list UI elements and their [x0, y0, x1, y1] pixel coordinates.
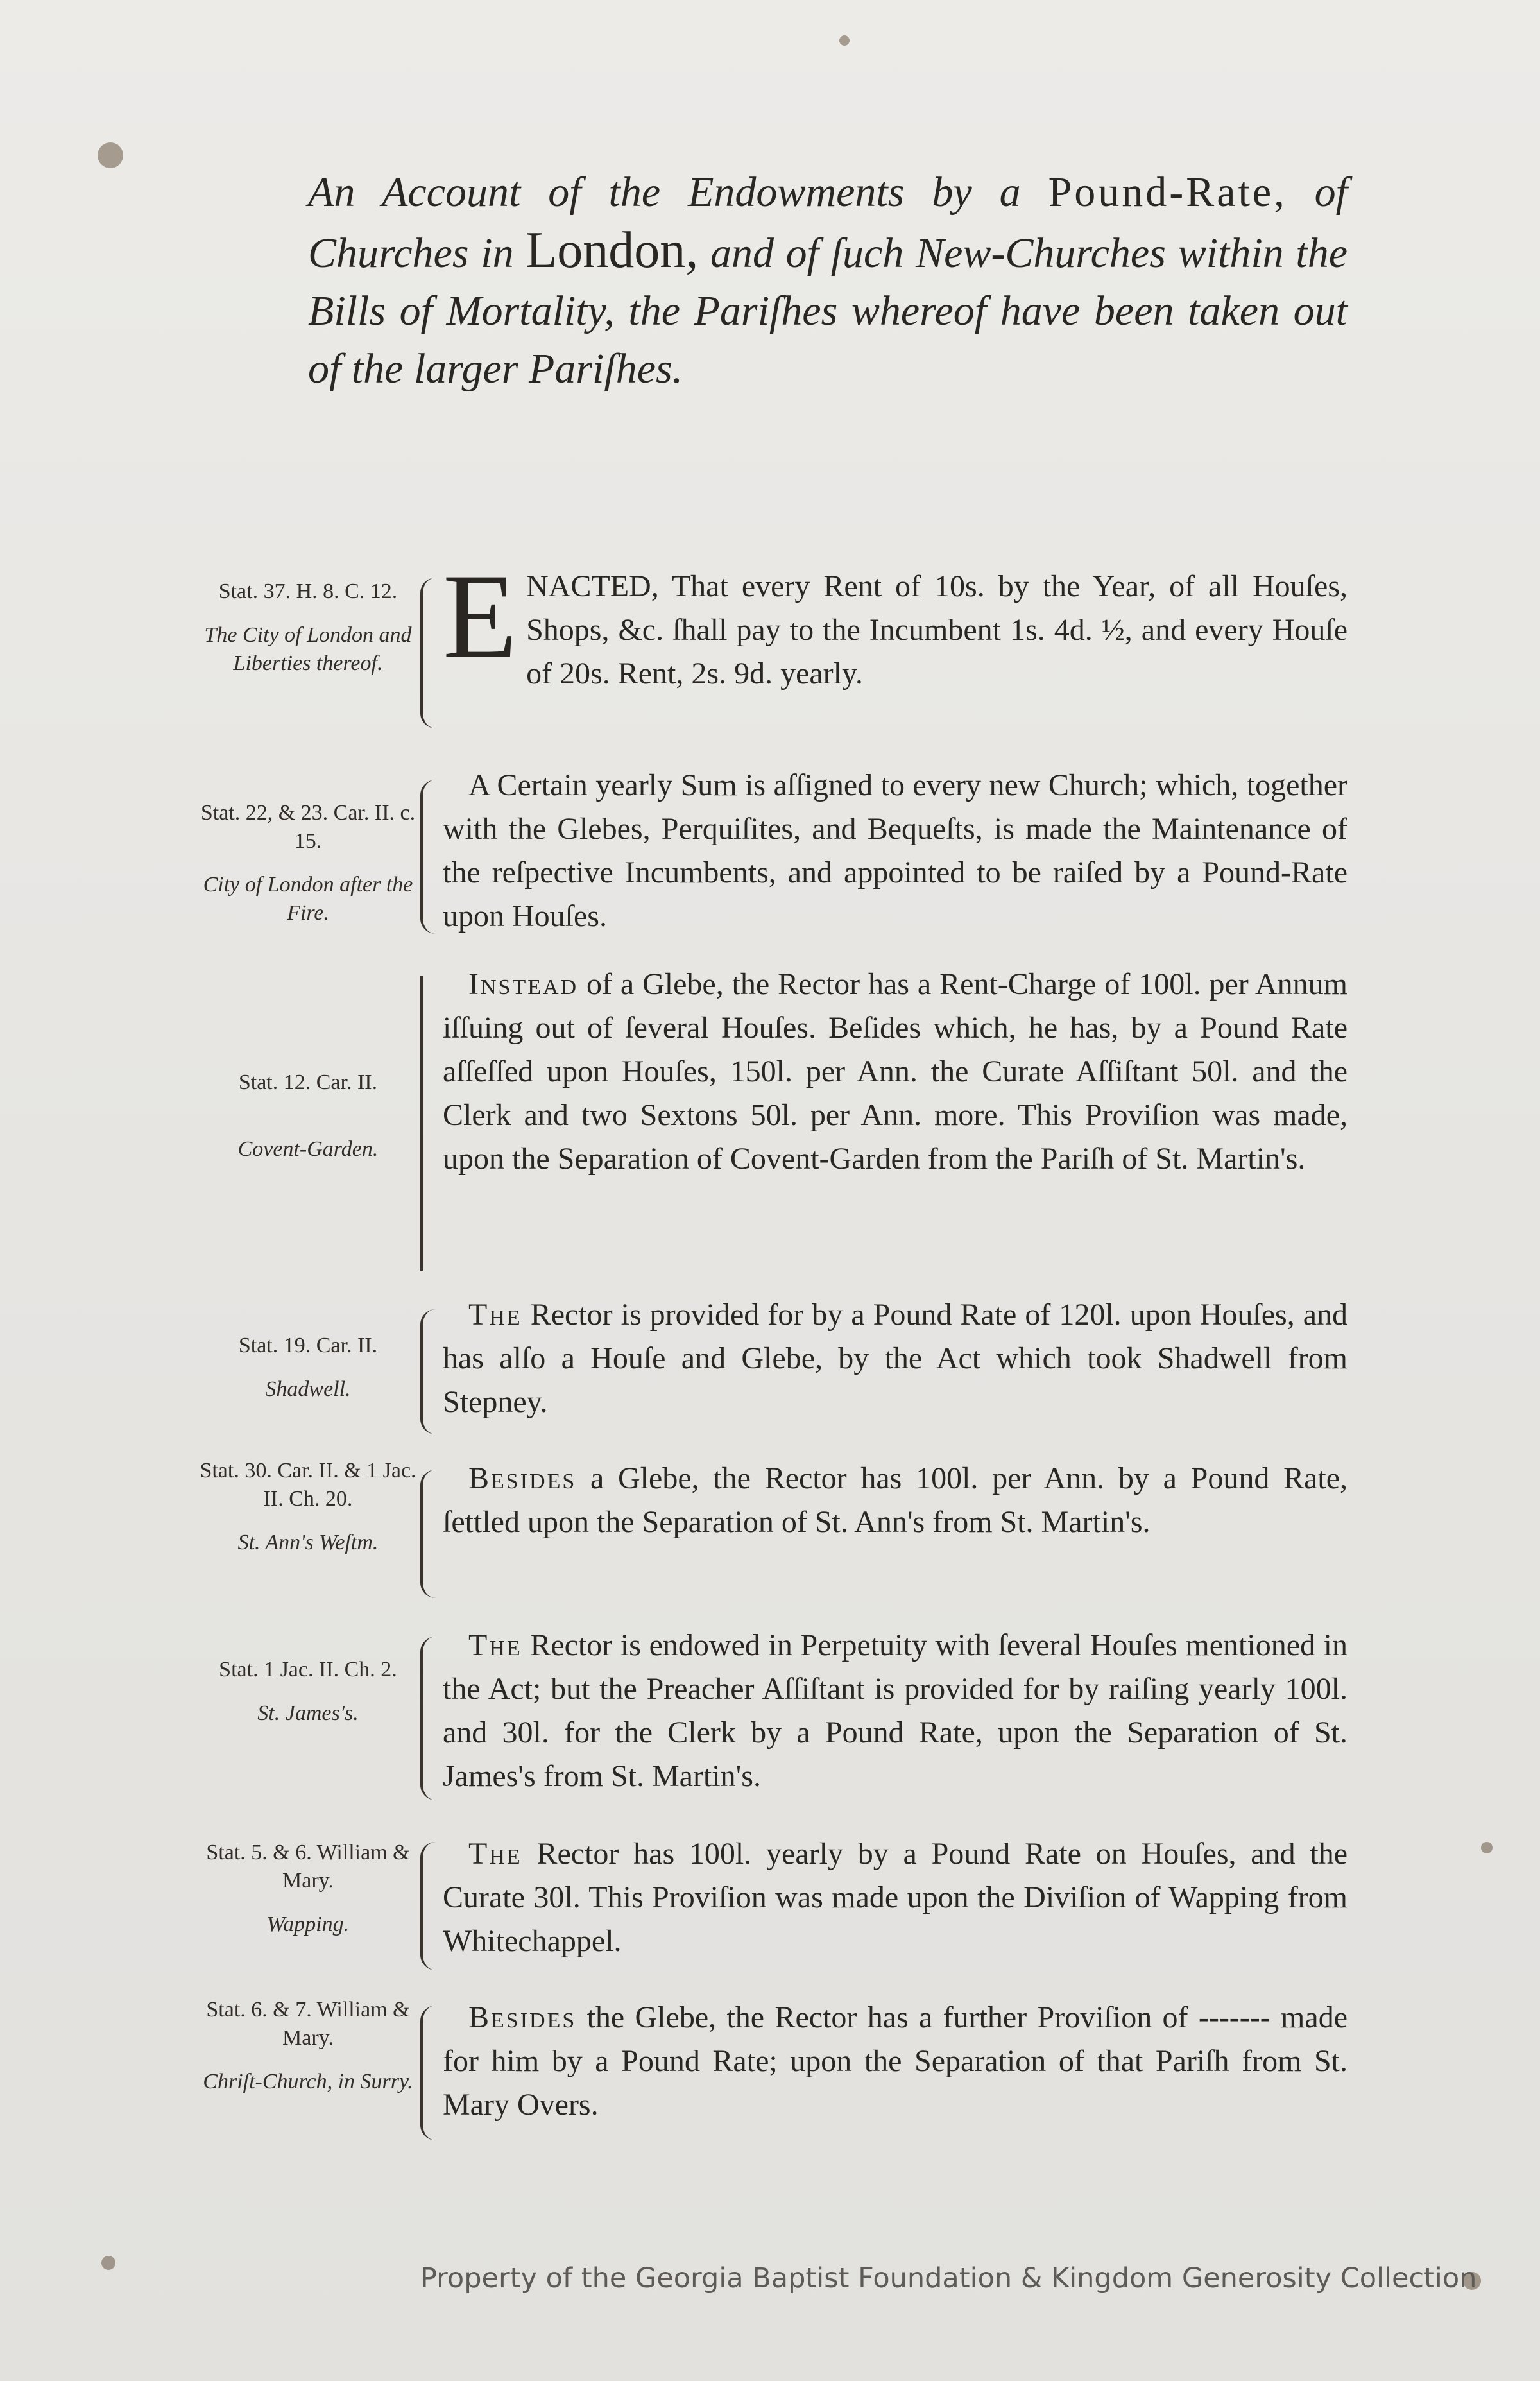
foxing-spot [1481, 1842, 1493, 1853]
statute-reference: Stat. 5. & 6. William & Mary. [206, 1841, 410, 1893]
entry-text: The Rector is endowed in Perpetuity with ſeveral Houſes mentioned in the Act; but the Preacher Aſſiſtant is provided for by raiſing yearly 100l. and 30l. for the Clerk by a Pound Rate, upon the Separation of St. James's from St. Martin's. [443, 1628, 1348, 1793]
margin-note [199, 799, 417, 927]
margin-note [199, 1839, 417, 1939]
statute-reference: Stat. 12. Car. II. [238, 1070, 378, 1094]
margin-note [199, 1069, 417, 1164]
entry-shadwell [199, 1293, 1348, 1434]
place-name: The City of London and Liberties thereof. [204, 623, 412, 675]
foxing-spot [101, 2256, 116, 2270]
entry-st-anns [199, 1457, 1348, 1604]
margin-note [199, 1332, 417, 1404]
brace [420, 2006, 440, 2140]
statute-reference: Stat. 6. & 7. William & Mary. [206, 1998, 410, 2050]
entry-city-of-london [199, 549, 1348, 751]
place-name: Wapping. [266, 1913, 350, 1936]
margin-note [199, 578, 417, 678]
statute-reference: Stat. 1 Jac. II. Ch. 2. [219, 1658, 397, 1681]
collection-watermark: Property of the Georgia Baptist Foundation & Kingdom Generosity Collection [420, 2262, 1477, 2294]
entry-text: Besides the Glebe, the Rector has a further Proviſion of ------- made for him by a Pound Rate; upon the Separation of that Pariſh from St. Mary Overs. [443, 2000, 1348, 2122]
margin-note [199, 1457, 417, 1557]
entry-text: A Certain yearly Sum is aſſigned to every new Church; which, together with the Glebes, Perquiſites, and Bequeſts, is made the Maintenance of the reſpective Incumbents, and appointed to be raiſed by a Pound-Rate upon Houſes. [443, 768, 1348, 933]
brace [420, 1470, 440, 1598]
entry-text: E NACTED, That every Rent of 10s. by the Year, of all Houſes, Shops, &c. ſhall pay to the Incumbent 1s. 4d. ½, and every Houſe of 20s. Rent, 2s. 9d. yearly. [443, 549, 1348, 691]
brace [420, 1309, 440, 1434]
entry-text: The Rector is provided for by a Pound Rate of 120l. upon Houſes, and has alſo a Houſe and Glebe, by the Act which took Shadwell from Stepney. [443, 1298, 1348, 1419]
brace [420, 780, 440, 934]
entry-covent-garden [199, 963, 1348, 1264]
document-title: An Account of the Endowments by a Pound-Rate, of Churches in London, and of ſuch New-Churches within the Bills of Mortality, the Pariſhes whereof have been taken out of the larger Pariſhes. [308, 169, 1348, 392]
statute-reference: Stat. 19. Car. II. [238, 1334, 378, 1357]
brace [420, 1842, 440, 1970]
drop-cap: E [443, 549, 518, 684]
foxing-spot [839, 35, 850, 46]
brace [420, 976, 440, 1271]
entry-city-after-fire [199, 764, 1348, 943]
entry-st-james [199, 1624, 1348, 1810]
place-name: St. James's. [257, 1701, 359, 1725]
place-name: Shadwell. [265, 1377, 351, 1401]
entry-christ-church [199, 1996, 1348, 2144]
place-name: City of London after the Fire. [203, 873, 413, 925]
place-name: St. Ann's Weſtm. [237, 1531, 379, 1554]
place-name: Covent-Garden. [237, 1137, 379, 1161]
place-name: Chriſt-Church, in Surry. [203, 2070, 413, 2093]
statute-reference: Stat. 37. H. 8. C. 12. [218, 580, 398, 603]
entry-text: The Rector has 100l. yearly by a Pound Rate on Houſes, and the Curate 30l. This Proviſion was made upon the Diviſion of Wapping from Whitechappel. [443, 1837, 1348, 1958]
entry-text: Instead of a Glebe, the Rector has a Rent-Charge of 100l. per Annum iſſuing out of ſeveral Houſes. Beſides which, he has, by a Pound Rate aſſeſſed upon Houſes, 150l. per Ann. the Curate Aſſiſtant 50l. and the Clerk and two Sextons 50l. per Ann. more. This Proviſion was made, upon the Separation of Covent-Garden from the Pariſh of St. Martin's. [443, 967, 1348, 1176]
margin-note [199, 1656, 417, 1728]
foxing-spot [98, 142, 123, 168]
entry-text: Besides a Glebe, the Rector has 100l. per Ann. by a Pound Rate, ſettled upon the Separation of St. Ann's from St. Martin's. [443, 1461, 1348, 1539]
entry-wapping [199, 1832, 1348, 1973]
margin-note [199, 1996, 417, 2096]
brace [420, 578, 440, 728]
statute-reference: Stat. 30. Car. II. & 1 Jac. II. Ch. 20. [200, 1459, 416, 1511]
brace [420, 1637, 440, 1800]
statute-reference: Stat. 22, & 23. Car. II. c. 15. [200, 801, 416, 853]
